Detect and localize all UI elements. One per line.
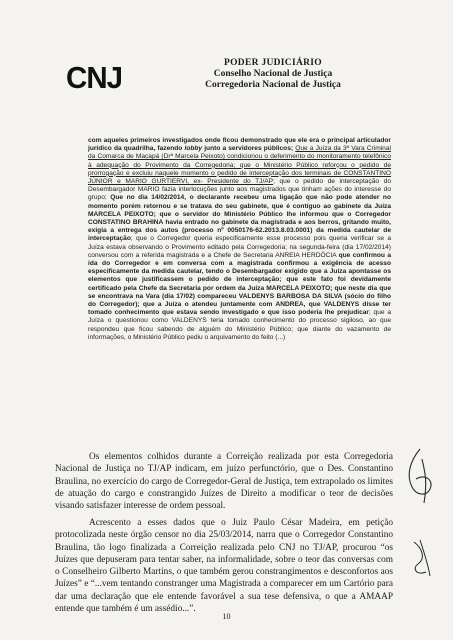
letterhead-line-2: Conselho Nacional de Justiça [213, 69, 333, 79]
paragraph-text: Os elementos colhidos durante a Correição realizada por esta Corregedoria Nacional de Justiça no TJ/AP indicam, em juízo perfunctório, que o Des. Constantino Braulina, no exercício do cargo de Corregedor-Geral de Justiça, tem extrapolado os limites de atuação do cargo e constrangido Juízes de Direito a modificar o teor de decisões visando satisfazer interesse de ordem pessoal. [55, 452, 393, 512]
quote-italic-term: lobby [184, 145, 203, 153]
quote-plain-segment: ; que o pedido de interceptação do Desembargador MARIO fazia interlocuções junto aos magistrados que tinham ações do interesse do grupo; [88, 178, 391, 202]
letterhead [183, 58, 363, 91]
quote-bold-segment: com aqueles primeiros investigados onde ficou demonstrado que ele era o principal articulador jurídico da quadrilha, fazendo [88, 137, 391, 153]
body-paragraph-2 [55, 517, 393, 615]
letterhead-line-3: Corregedoria Nacional de Justiça [205, 80, 341, 90]
cnj-logo: CNJ [66, 60, 123, 95]
page-number: 10 [222, 612, 231, 621]
quote-paragraph [88, 137, 391, 342]
body-paragraph-1 [55, 451, 393, 512]
paragraph-text: Acrescento a esses dados que o Juiz Paulo César Madeira, em petição protocolizada neste órgão censor no dia 25/03/2014, narra que o Corregedor Constantino Braulina, tão logo finalizada a Correição realizada pelo CNJ no TJ/AP, procurou “os Juízes que depuseram para tentar saber, na informalidade, sobre o teor das conversas com o Conselheiro Gilberto Martins, o que também gerou constrangimentos e desconfortos aos Juízes” e “...vem tentando constranger uma Magistrada a comparecer em um Cartório para dar uma declaração que ele entende favorável a sua tese defensiva, o que a AMAAP entende que também é um assédio...”. [55, 518, 393, 615]
quote-bold-segment: junto a servidores públicos; [202, 145, 296, 153]
quote-plain-segment: ; que a Juíza o questionou como VALDENYS teria tomado conhecimento do processo sigiloso, ao que respondeu que ficou sabendo de alguém do Ministério Público; que diante do vazamento de informações, o Ministério Público pediu o arquivamento do feito (...) [88, 309, 391, 341]
quote-bold-segment: Que no dia 14/02/2014, o declarante recebeu uma ligação que não pode atender no momento porém retornou e se tratava do seu gabinete, que é contíguo ao gabinete da Juíza MARCELA PEIXOTO; que o servidor do Ministério Público lhe informou que o Corregedor CONSTATINO BRAHINA havia entrado no gabinete da magistrada e aos berros, gritando muito, exigia a entrega dos autos (processo nº 0050176-62.2013.8.03.0001) da medida cautelar de interceptação [88, 194, 391, 243]
handwritten-initials-upper [400, 445, 438, 507]
quote-bold-segment: que confirmou a ida do Corregedor e em conversa com a magistrada confirmou a exigência de acesso especificamente da medida cautelar, tendo o Desembargador exigido que a Juíza apontasse os elementos que justificassem o pedido de interceptação; que este fato foi devidamente certificado pela Chefe da Secretaria por ordem da Juíza MARCELA PEIXOTO; que neste dia que se encontrava na Vara (dia 17/02) compareceu VALDENYS BARBOSA DA SILVA (sócio do filho do Corregedor); que a Juíza o atendeu juntamente com ANDREA, que VALDENYS disse ter tomado conhecimento que estava sendo investigado e que isso poderia lhe prejudicar [88, 251, 391, 317]
handwritten-initials-lower [408, 538, 434, 578]
testimony-quote [88, 137, 391, 452]
quote-underlined-segment: Que a Juíza da 3ª Vara Criminal da Comarca de Macapá (Drª Marcela Peixoto) condicionou o deferimento do monitoramento telefônico à adequação do Provimento da Corregedoria; que o Ministério Público reforçou o pedido de prorrogação e excluiu naquele momento o pedido de interceptação dos terminais de CONSTANTINO JÚNIOR e MARIO GURTIERVI, ex- Presidente do TJ/AP [88, 145, 391, 186]
letterhead-line-1: PODER JUDICIÁRIO [224, 58, 322, 68]
quote-plain-segment: ; que o Corregedor queria especificamente esse processo pois queria verificar se a Juíza estava observando o Provimento editado pela Corregedoria; na segunda-feira (dia 17/02/2014) conversou com a referida magistrada e a Chefe de Secretaria ANREIA HERDÓCIA [88, 235, 391, 259]
